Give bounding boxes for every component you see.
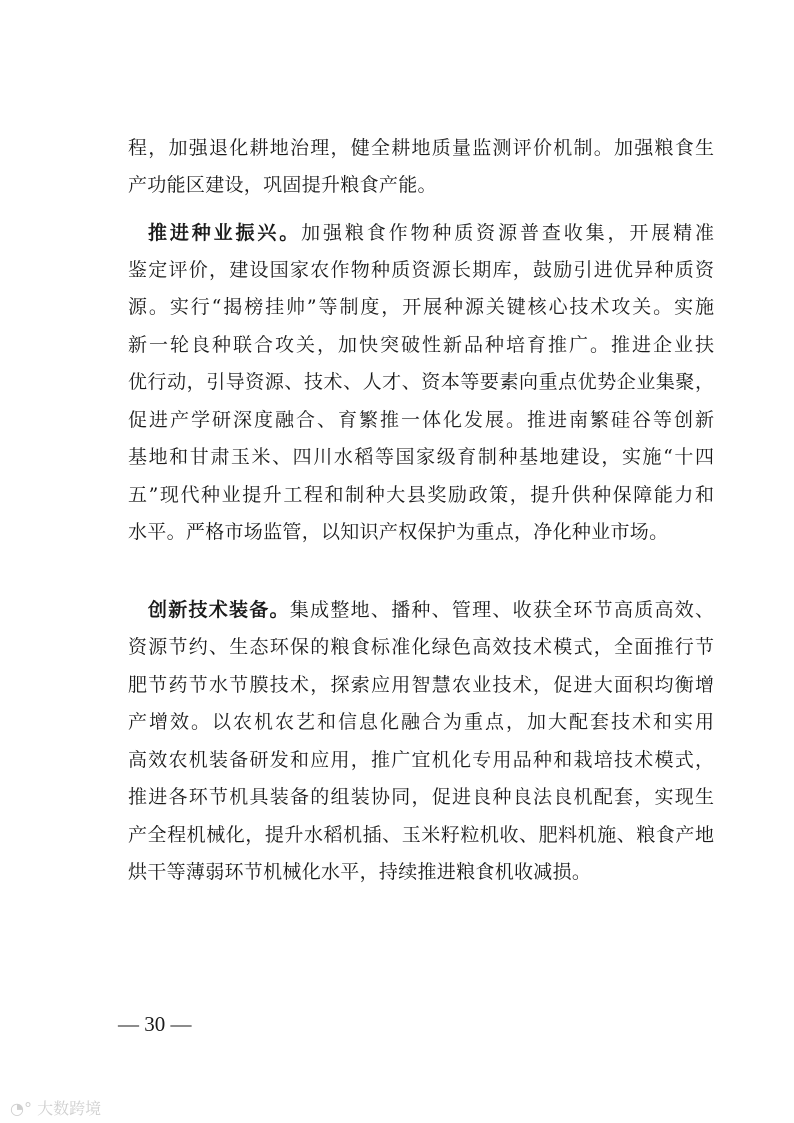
- text-line: 推进各环节机具装备的组装协同，促进良种良法良机配套，实现生: [128, 786, 714, 808]
- paragraph-heading: 创新技术装备。: [148, 599, 290, 621]
- watermark-logo-icon: ◔°: [10, 1099, 32, 1118]
- text-line: 水平。严格市场监管，以知识产权保护为重点，净化种业市场。: [128, 521, 669, 543]
- text-line: 集成整地、播种、管理、收获全环节高质高效、: [289, 599, 714, 621]
- text-line: 加强粮食作物种质资源普查收集，开展精准: [301, 222, 714, 244]
- paragraph-first-line: [148, 598, 714, 622]
- text-line: 促进产学研深度融合、育繁推一体化发展。推进南繁硅谷等创新: [128, 409, 714, 431]
- text-line: 肥节药节水节膜技术，探索应用智慧农业技术，促进大面积均衡增: [128, 674, 714, 696]
- text-line: 程，加强退化耕地治理，健全耕地质量监测评价机制。加强粮食生: [128, 137, 714, 159]
- text-line: 烘干等薄弱环节机械化水平，持续推进粮食机收减损。: [128, 861, 592, 883]
- text-line: 源。实行“揭榜挂帅”等制度，开展种源关键核心技术攻关。实施: [128, 296, 714, 318]
- paragraph-heading: 推进种业振兴。: [148, 222, 302, 244]
- text-line: 产增效。以农机农艺和信息化融合为重点，加大配套技术和实用: [128, 711, 714, 733]
- page-number: — 30 —: [118, 1012, 192, 1036]
- text-line: 五”现代种业提升工程和制种大县奖励政策，提升供种保障能力和: [128, 484, 714, 506]
- text-line: 高效农机装备研发和应用，推广宜机化专用品种和栽培技术模式，: [128, 749, 714, 771]
- text-line: 产全程机械化，提升水稻机插、玉米籽粒机收、肥料机施、粮食产地: [128, 824, 714, 846]
- text-line: 产功能区建设，巩固提升粮食产能。: [128, 174, 437, 196]
- watermark: [10, 1096, 101, 1119]
- text-line: 新一轮良种联合攻关，加快突破性新品种培育推广。推进企业扶: [128, 334, 714, 356]
- text-line: 资源节约、生态环保的粮食标准化绿色高效技术模式，全面推行节: [128, 636, 714, 658]
- text-line: 优行动，引导资源、技术、人才、资本等要素向重点优势企业集聚，: [128, 371, 714, 393]
- text-line: 鉴定评价，建设国家农作物种质资源长期库，鼓励引进优异种质资: [128, 259, 714, 281]
- watermark-text: 大数跨境: [37, 1099, 102, 1118]
- paragraph-first-line: [148, 221, 714, 245]
- text-line: 基地和甘肃玉米、四川水稻等国家级育制种基地建设，实施“十四: [128, 446, 714, 468]
